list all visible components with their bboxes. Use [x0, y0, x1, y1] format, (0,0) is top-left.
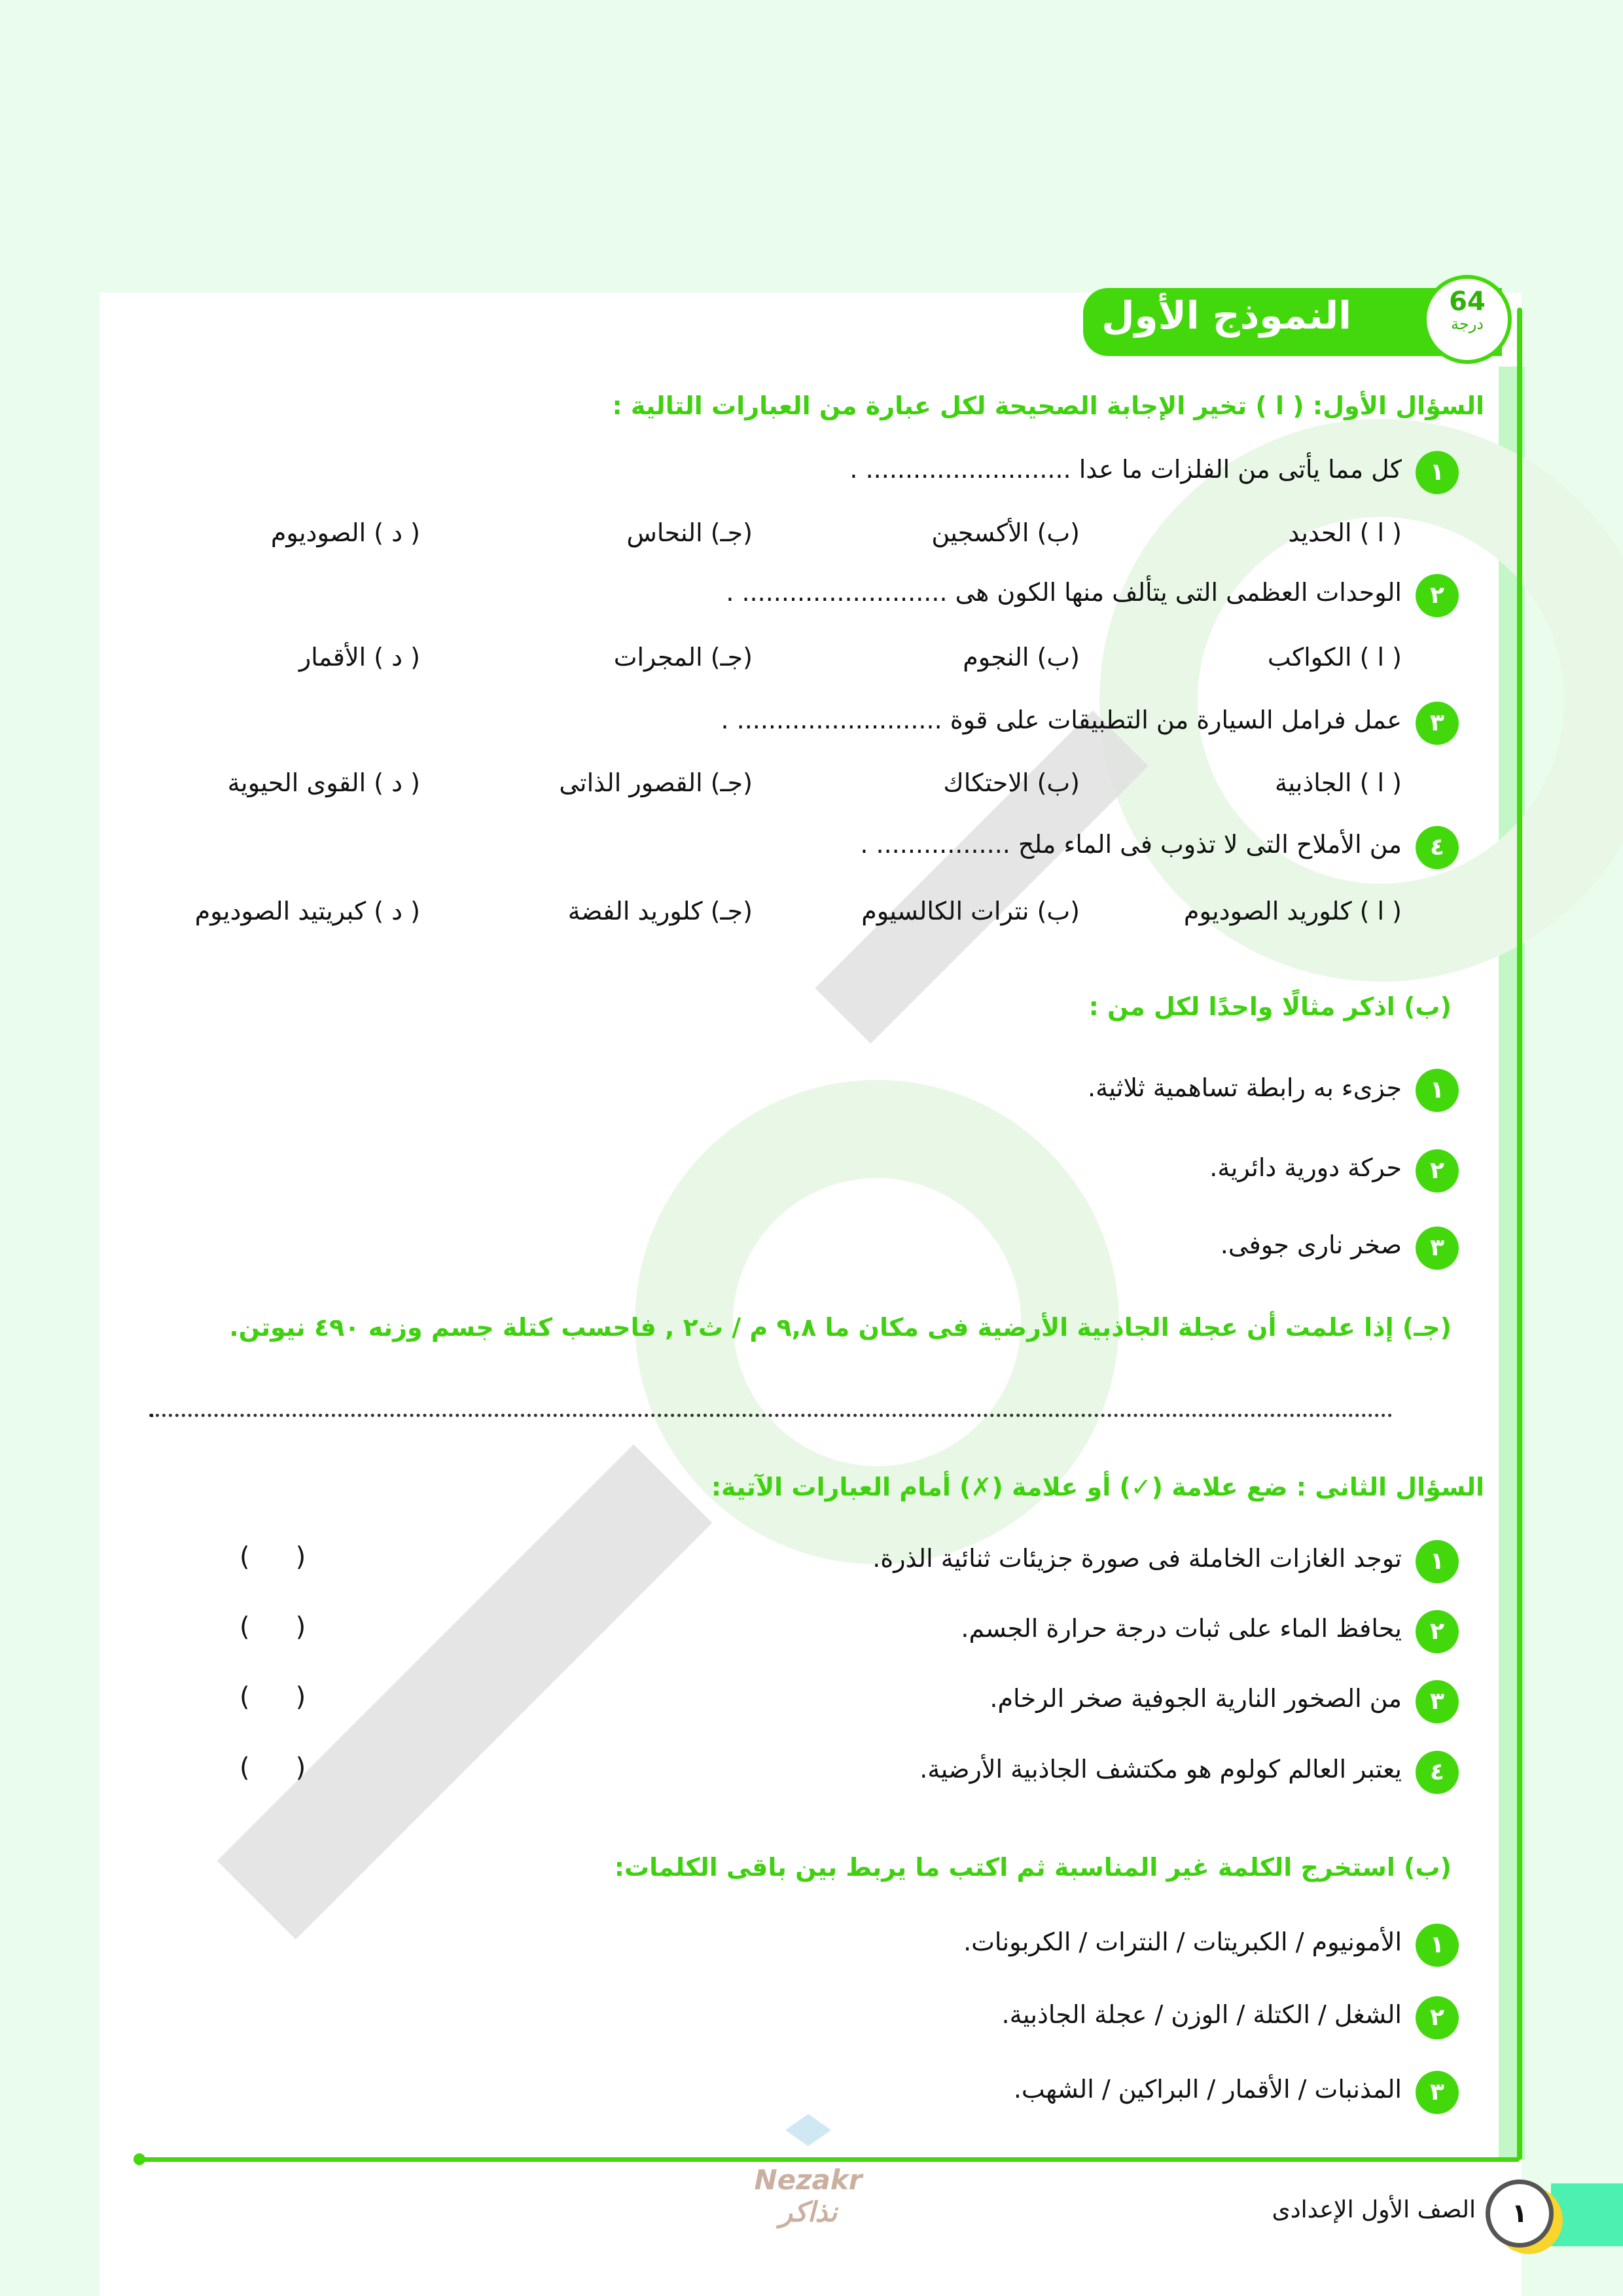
score-label: درجة — [1451, 315, 1484, 333]
item-number: ٢ — [1416, 1149, 1459, 1193]
option: (ب) الأكسجين — [931, 518, 1080, 547]
option: ( ا ) الحديد — [1288, 518, 1402, 547]
option: ( ا ) كلوريد الصوديوم — [1183, 897, 1402, 925]
q2-item-text: توجد الغازات الخاملة فى صورة جزيئات ثنائية الذرة. — [872, 1544, 1402, 1573]
score-badge — [1423, 275, 1512, 364]
option: ( ا ) الكواكب — [1267, 643, 1402, 672]
page-title: النموذج الأول — [1101, 293, 1351, 338]
item-number: ١ — [1416, 1069, 1459, 1112]
item-number: ١ — [1416, 451, 1459, 494]
item-number: ٣ — [1416, 2071, 1459, 2114]
q1-b-heading: (ب) اذكر مثالًا واحدًا لكل من : — [1088, 992, 1452, 1021]
item-number: ٢ — [1416, 574, 1459, 617]
q1-item-text: من الأملاح التى لا تذوب فى الماء ملح ................. . — [860, 830, 1402, 859]
answer-parens[interactable]: () — [240, 1753, 352, 1783]
option: (جـ) كلوريد الفضة — [567, 897, 753, 925]
q1-item-text: كل مما يأتى من الفلزات ما عدا .......................... . — [849, 455, 1402, 484]
q2-b-item: المذنبات / الأقمار / البراكين / الشهب. — [1013, 2075, 1402, 2104]
option: ( د ) الصوديوم — [270, 518, 420, 547]
answer-parens[interactable]: () — [240, 1682, 352, 1712]
option: (جـ) المجرات — [613, 643, 753, 672]
item-number: ١ — [1416, 1924, 1459, 1967]
option: ( ا ) الجاذبية — [1274, 768, 1402, 797]
q2-item-text: يعتبر العالم كولوم هو مكتشف الجاذبية الأرضية. — [919, 1755, 1402, 1784]
item-number: ٣ — [1416, 702, 1459, 745]
q1-item-text: الوحدات العظمى التى يتألف منها الكون هى .......................... . — [726, 578, 1402, 607]
item-number: ٢ — [1416, 1996, 1459, 2039]
logo-text: Nezakr نذاكر — [754, 2164, 863, 2228]
line-dot — [134, 2153, 145, 2165]
answer-parens[interactable]: () — [240, 1542, 352, 1572]
option: (جـ) النحاس — [626, 518, 753, 547]
option: (ب) الاحتكاك — [943, 768, 1080, 797]
score-value: 64 — [1449, 287, 1486, 317]
option: (ب) نترات الكالسيوم — [861, 897, 1080, 925]
option: (جـ) القصور الذاتى — [559, 768, 753, 797]
q2-item-text: يحافظ الماء على ثبات درجة حرارة الجسم. — [961, 1614, 1402, 1643]
q1-item-text: عمل فرامل السيارة من التطبيقات على قوة .......................... . — [721, 706, 1402, 734]
item-number: ٣ — [1416, 1680, 1459, 1723]
page-number: ١ — [1486, 2179, 1554, 2248]
q1-b-item: حركة دورية دائرية. — [1209, 1153, 1402, 1182]
footer-tab — [1551, 2183, 1623, 2246]
option: ( د ) القوى الحيوية — [227, 768, 420, 797]
q2-b-heading: (ب) استخرج الكلمة غير المناسبة ثم اكتب ما يربط بين باقى الكلمات: — [614, 1853, 1452, 1882]
option: (ب) النجوم — [963, 643, 1080, 672]
frame-line — [1517, 308, 1522, 2160]
option: ( د ) الأقمار — [298, 643, 420, 672]
item-number: ٢ — [1416, 1610, 1459, 1653]
item-number: ٣ — [1416, 1227, 1459, 1270]
item-number: ٤ — [1416, 826, 1459, 869]
q1-c-heading: (جـ) إذا علمت أن عجلة الجاذبية الأرضية فى مكان ما ٩,٨ م / ث٢ , فاحسب كتلة جسم وزنه ٤٩٠ نيوتن. — [229, 1313, 1452, 1342]
option: ( د ) كبريتيد الصوديوم — [194, 897, 420, 925]
answer-parens[interactable]: () — [240, 1612, 352, 1642]
grade-label: الصف الأول الإعدادى — [1272, 2197, 1476, 2223]
q1-heading: السؤال الأول: ( ا ) تخير الإجابة الصحيحة لكل عبارة من العبارات التالية : — [612, 391, 1484, 420]
q2-heading: السؤال الثانى : ضع علامة (✓) أو علامة (✗) أمام العبارات الآتية: — [711, 1473, 1484, 1501]
answer-line[interactable] — [149, 1414, 1393, 1417]
answer-line-end: . — [148, 1394, 156, 1423]
logo — [723, 2114, 893, 2232]
item-number: ٤ — [1416, 1751, 1459, 1794]
q2-b-item: الشغل / الكتلة / الوزن / عجلة الجاذبية. — [1001, 2000, 1402, 2029]
graduation-cap-icon — [785, 2114, 831, 2160]
q2-b-item: الأمونيوم / الكبريتات / النترات / الكربونات. — [963, 1928, 1402, 1956]
q1-b-item: صخر نارى جوفى. — [1220, 1230, 1402, 1259]
item-number: ١ — [1416, 1540, 1459, 1583]
q2-item-text: من الصخور النارية الجوفية صخر الرخام. — [990, 1684, 1402, 1713]
q1-b-item: جزىء به رابطة تساهمية ثلاثية. — [1087, 1073, 1402, 1102]
